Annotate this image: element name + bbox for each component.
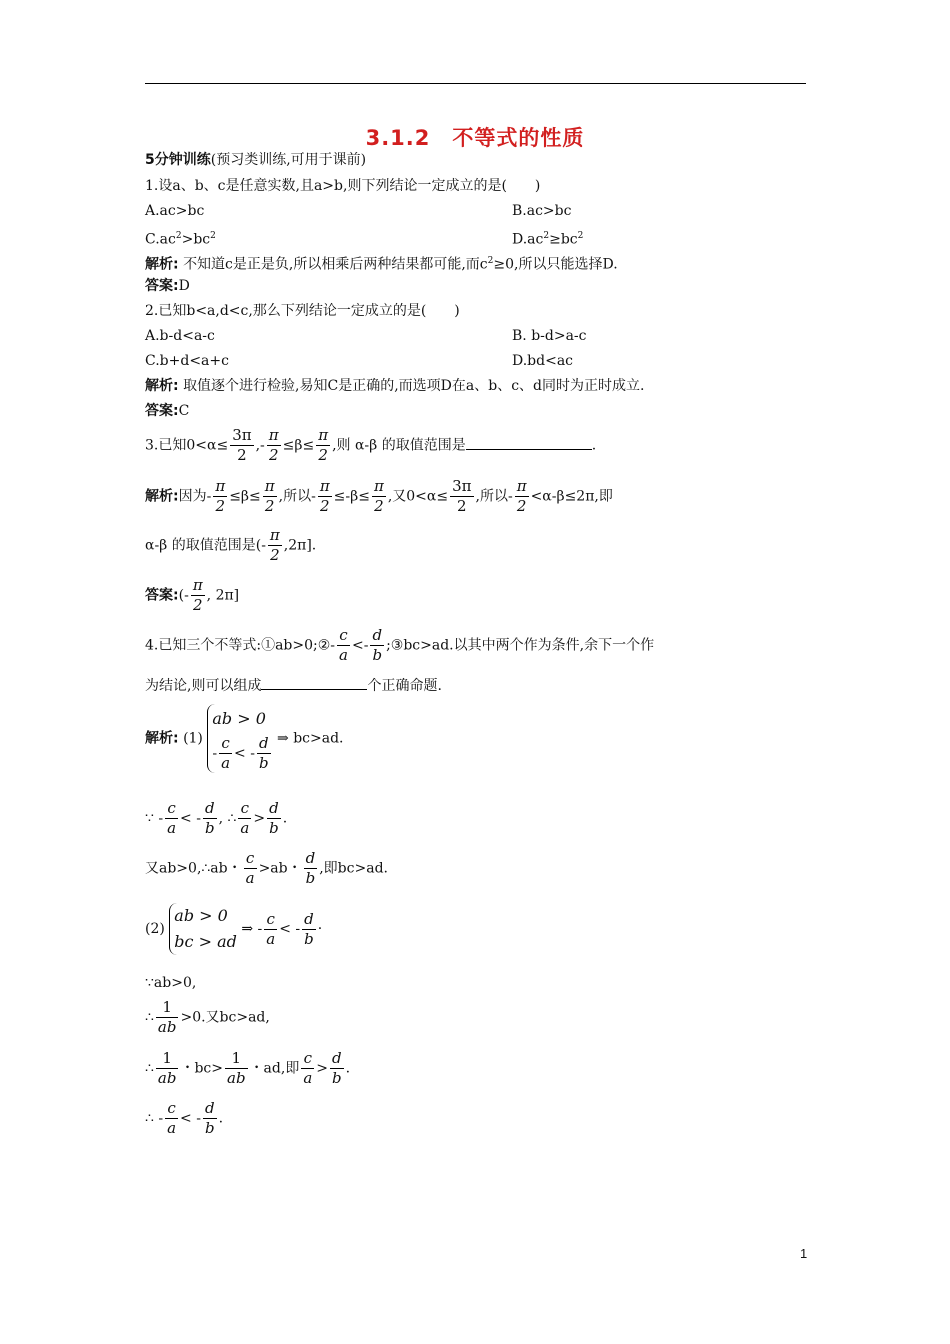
q4-step5: ∴ $\frac{1}{ab}$ ・bc> $\frac{1}{ab}$ ・ad,即 $\frac{c}{a}$ > $\frac{d}{b}$ .: [145, 1049, 351, 1087]
q4-stem-line2: 为结论,则可以组成 个正确命题.: [145, 678, 442, 694]
system-brace-2: ab > 0 bc > ad: [169, 903, 237, 955]
q4-step1: ∵ - $\frac{c}{a}$ < - $\frac{d}{b}$ , ∴ $\frac{c}{a}$ > $\frac{d}{b}$ .: [145, 799, 288, 837]
q4-analysis-part2: (2) ab > 0 bc > ad ⇒ - $\frac{c}{a}$ < - $\frac{d}{b}$ ·: [145, 903, 322, 955]
q1-option-c: $C.ac^2>bc^2$: [145, 231, 216, 248]
q3-answer-blank: [466, 449, 592, 450]
q4-analysis-part1: 解析: (1) ab > 0 - $\frac{c}{a}$ < - $\frac{d}{b}$ ⇒ bc>ad.: [145, 704, 344, 773]
q2-option-c: C.b+d<a+c: [145, 353, 229, 369]
q3-analysis-line1: 解析:因为- $\frac{\pi}{2}$ ≤β≤ $\frac{\pi}{2}$ ,所以- $\frac{\pi}{2}$ ≤-β≤ $\frac{\pi}{2}$ ,又0<α≤ $\frac{3\pi}{2}$ ,所以- $\frac{\pi}{2}$ <α-β≤2π,即: [145, 477, 613, 515]
q2-option-d: D.bd<ac: [512, 353, 574, 369]
q3-answer: 答案:(- $\frac{\pi}{2}$ , 2π]: [145, 576, 240, 614]
system-brace-1: ab > 0 - $\frac{c}{a}$ < - $\frac{d}{b}$: [207, 704, 272, 773]
q2-option-b: B. b-d>a-c: [512, 328, 587, 344]
q3-analysis-line2: α-β 的取值范围是(- $\frac{\pi}{2}$ ,2π].: [145, 526, 317, 564]
q4-step2: 又ab>0,∴ab・ $\frac{c}{a}$ >ab・ $\frac{d}{b}$ ,即bc>ad.: [145, 849, 388, 887]
q3-stem: 3.已知0<α≤ $\frac{3\pi}{2}$ ,- $\frac{\pi}{2}$ ≤β≤ $\frac{\pi}{2}$ ,则 α-β 的取值范围是 .: [145, 426, 597, 464]
page-title: 3.1.2 不等式的性质: [365, 126, 585, 150]
q4-stem-line1: 4.已知三个不等式:①ab>0;②- $\frac{c}{a}$ <- $\frac{d}{b}$ ;③bc>ad.以其中两个作为条件,余下一个作: [145, 626, 655, 664]
section-heading: 5分钟训练(预习类训练,可用于课前): [145, 152, 367, 168]
q4-step4: ∴ $\frac{1}{ab}$ >0.又bc>ad,: [145, 998, 270, 1036]
q4-step6: ∴ - $\frac{c}{a}$ < - $\frac{d}{b}$ .: [145, 1099, 224, 1137]
q2-option-a: A.b-d<a-c: [145, 328, 215, 344]
q1-answer: 答案:D: [145, 278, 190, 294]
q1-option-b: B.ac>bc: [512, 203, 572, 219]
page-number: 1: [800, 1246, 808, 1261]
q4-answer-blank: [261, 689, 367, 690]
q1-option-d: $D.ac^2\ge bc^2$: [512, 231, 584, 248]
q1-stem: 1.设a、b、c是任意实数,且a>b,则下列结论一定成立的是( ): [145, 178, 541, 194]
q2-stem: 2.已知b<a,d<c,那么下列结论一定成立的是( ): [145, 303, 460, 319]
q2-answer: 答案:C: [145, 403, 190, 419]
q1-option-a: A.ac>bc: [145, 203, 205, 219]
q1-analysis: 解析: 不知道c是正是负,所以相乘后两种结果都可能,而$c^2\ge 0$,所以只能选择D.: [145, 256, 618, 273]
header-rule: [145, 83, 806, 84]
q2-analysis: 解析: 取值逐个进行检验,易知C是正确的,而选项D在a、b、c、d同时为正时成立.: [145, 378, 645, 394]
q4-step3: ∵ab>0,: [145, 975, 197, 991]
